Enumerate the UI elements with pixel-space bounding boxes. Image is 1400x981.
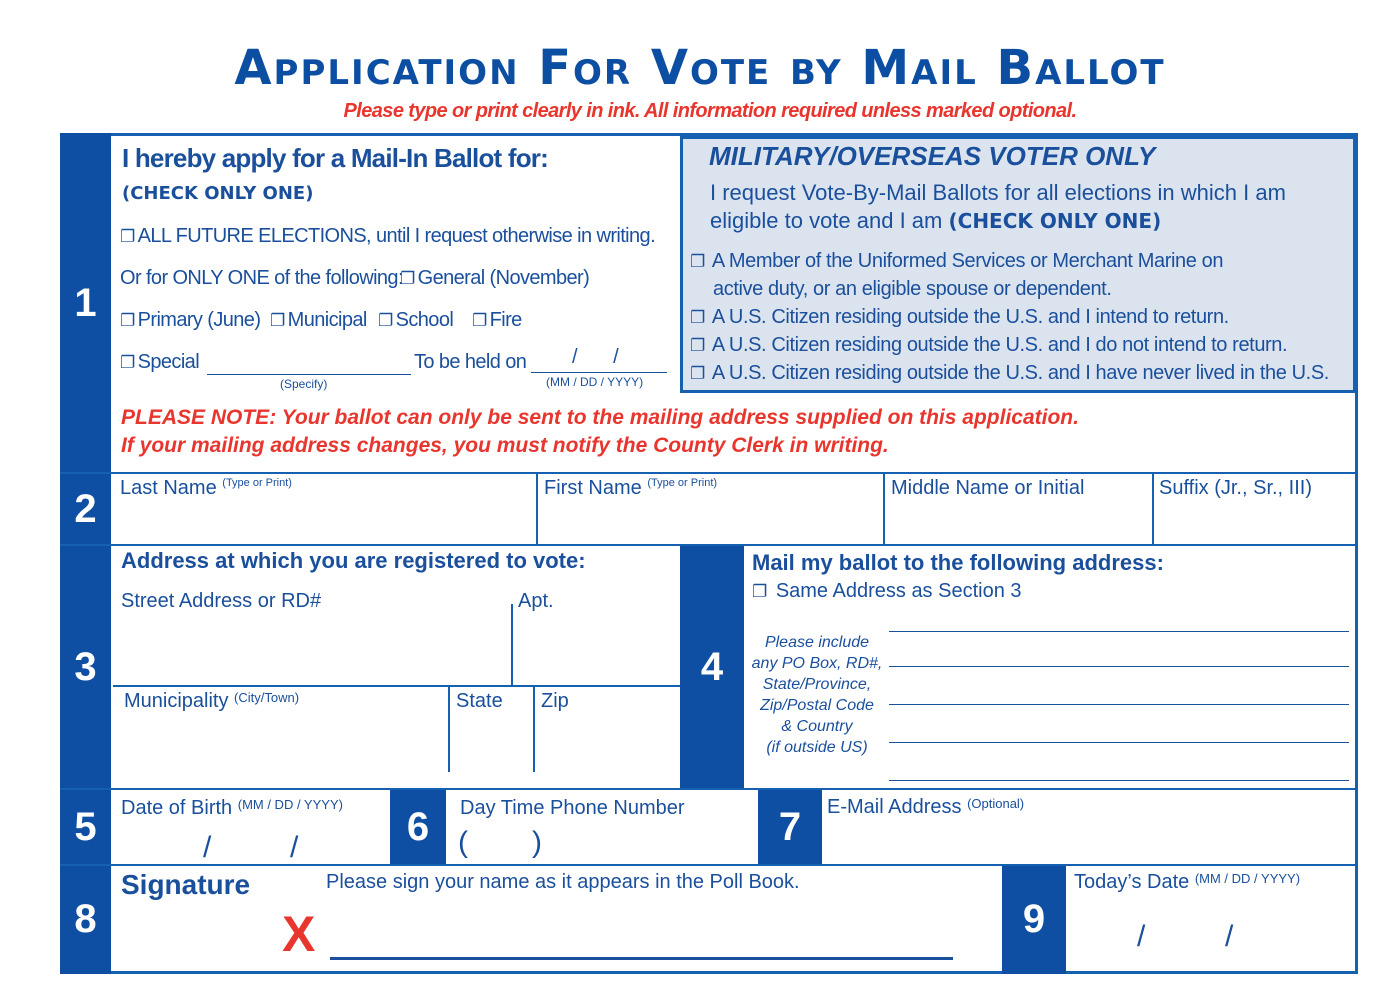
military-option-3[interactable]: ❐ A U.S. Citizen residing outside the U.S. and I do not intend to return.	[690, 334, 1288, 356]
option-general[interactable]: ❐ General (November)	[400, 267, 590, 289]
checkbox-icon[interactable]: ❐	[120, 353, 135, 373]
section-7-number: 7	[758, 789, 822, 865]
option-all-future[interactable]: ❐ ALL FUTURE ELECTIONS, until I request otherwise in writing.	[120, 225, 656, 247]
signature-instruction: Please sign your name as it appears in the Poll Book.	[326, 871, 800, 893]
military-option-2[interactable]: ❐ A U.S. Citizen residing outside the U.S. and I intend to return.	[690, 306, 1229, 328]
option-special[interactable]: ❐ Special	[120, 351, 200, 373]
option-primary[interactable]: ❐ Primary (June)	[120, 309, 261, 331]
first-name-field[interactable]: First Name $^{(Type or Print)}$	[544, 477, 718, 499]
today-slash: /	[1137, 920, 1146, 953]
military-heading: MILITARY/OVERSEAS VOTER ONLY	[709, 141, 1156, 171]
mailing-instructions: Please include any PO Box, RD#, State/Province, Zip/Postal Code & Country (if outside US)	[751, 634, 883, 756]
mailing-address-line[interactable]	[889, 742, 1349, 743]
form-title: Application For Vote by Mail Ballot	[234, 40, 1166, 96]
section-6-number: 6	[390, 789, 446, 865]
phone-number-field[interactable]: Day Time Phone Number	[460, 797, 685, 819]
divider-3-5	[60, 788, 1358, 790]
checkbox-icon[interactable]: ❐	[472, 311, 487, 331]
signature-line[interactable]	[330, 957, 953, 960]
held-on-date-slashes: / /	[572, 346, 619, 368]
please-note-line1: PLEASE NOTE: Your ballot can only be sent to the mailing address supplied on this application.	[121, 406, 1079, 429]
same-address-option[interactable]: ❐ Same Address as Section 3	[752, 580, 1022, 602]
mailing-address-line[interactable]	[889, 666, 1349, 667]
last-name-field[interactable]: Last Name $^{(Type or Print)}$	[120, 477, 292, 499]
military-option-1-cont: active duty, or an eligible spouse or dependent.	[713, 278, 1112, 300]
todays-date-field[interactable]: Today’s Date $^{(MM / DD / YYYY)}$	[1074, 871, 1301, 893]
divider-street-muni	[113, 685, 680, 687]
section-5-number: 5	[60, 789, 111, 865]
checkbox-icon[interactable]: ❐	[378, 311, 393, 331]
dob-slash: /	[290, 831, 299, 864]
divider-lastname	[536, 474, 538, 544]
street-address-field[interactable]: Street Address or RD#	[121, 590, 322, 612]
email-field[interactable]: E-Mail Address $^{(Optional)}$	[827, 796, 1025, 818]
suffix-field[interactable]: Suffix (Jr., Sr., III)	[1159, 477, 1312, 499]
military-intro-line2: eligible to vote and I am (CHECK ONLY ONE)	[710, 208, 1162, 233]
municipality-field[interactable]: Municipality $^{(City/Town)}$	[124, 690, 300, 712]
middle-name-field[interactable]: Middle Name or Initial	[891, 477, 1085, 499]
held-on-date-format: (MM / DD / YYYY)	[546, 375, 644, 389]
checkbox-icon[interactable]: ❐	[752, 582, 768, 602]
today-slash: /	[1225, 920, 1234, 953]
section-9-number: 9	[1002, 865, 1066, 974]
signature-x-mark: X	[282, 906, 316, 962]
to-be-held-on-label: To be held on	[414, 351, 527, 373]
divider-state	[448, 686, 450, 772]
section-4-number: 4	[680, 545, 744, 789]
divider-2-3	[60, 544, 1358, 546]
phone-area-close: )	[532, 826, 542, 859]
checkbox-icon[interactable]: ❐	[690, 364, 705, 384]
divider-5-8	[60, 864, 1358, 866]
checkbox-icon[interactable]: ❐	[690, 252, 705, 272]
section-3-number: 3	[60, 545, 111, 789]
date-of-birth-field[interactable]: Date of Birth $^{(MM / DD / YYYY)}$	[121, 797, 343, 819]
section-1-heading: I hereby apply for a Mail-In Ballot for:	[122, 143, 548, 173]
mailing-address-line[interactable]	[889, 704, 1349, 705]
divider-middle	[1152, 474, 1154, 544]
section-4-heading: Mail my ballot to the following address:	[752, 550, 1164, 575]
checkbox-icon[interactable]: ❐	[120, 227, 135, 247]
divider-apt	[511, 604, 513, 686]
section-2-number: 2	[60, 473, 111, 545]
checkbox-icon[interactable]: ❐	[400, 269, 415, 289]
checkbox-icon[interactable]: ❐	[270, 311, 285, 331]
divider-1-2	[60, 472, 1358, 474]
option-school[interactable]: ❐ School	[378, 309, 454, 331]
held-on-date-line[interactable]	[531, 372, 667, 373]
mailing-address-line[interactable]	[889, 780, 1349, 781]
mailing-address-line[interactable]	[889, 631, 1349, 632]
military-option-4[interactable]: ❐ A U.S. Citizen residing outside the U.S. and I have never lived in the U.S.	[690, 362, 1329, 384]
section-1-number: 1	[60, 133, 111, 473]
military-intro-line1: I request Vote-By-Mail Ballots for all elections in which I am	[710, 180, 1286, 205]
checkbox-icon[interactable]: ❐	[690, 308, 705, 328]
specify-caption: (Specify)	[280, 377, 328, 391]
apt-field[interactable]: Apt.	[518, 590, 554, 612]
divider-zip	[533, 686, 535, 772]
state-field[interactable]: State	[456, 690, 503, 712]
special-specify-line[interactable]	[207, 374, 411, 375]
option-municipal[interactable]: ❐ Municipal	[270, 309, 367, 331]
checkbox-icon[interactable]: ❐	[690, 336, 705, 356]
section-3-heading: Address at which you are registered to vote:	[121, 548, 586, 573]
signature-label: Signature	[121, 869, 251, 900]
military-option-1[interactable]: ❐ A Member of the Uniformed Services or Merchant Marine on	[690, 250, 1224, 272]
option-fire[interactable]: ❐ Fire	[472, 309, 522, 331]
section-1-check-only-one: (CHECK ONLY ONE)	[122, 183, 314, 204]
section-8-number: 8	[60, 865, 111, 974]
divider-firstname	[883, 474, 885, 544]
please-note-line2: If your mailing address changes, you must notify the County Clerk in writing.	[121, 434, 889, 457]
dob-slash: /	[203, 831, 212, 864]
or-only-one-label: Or for ONLY ONE of the following:	[120, 267, 403, 289]
zip-field[interactable]: Zip	[541, 690, 569, 712]
form-subtitle: Please type or print clearly in ink. All information required unless marked optional.	[343, 100, 1077, 122]
checkbox-icon[interactable]: ❐	[120, 311, 135, 331]
phone-area-open: (	[458, 826, 468, 859]
